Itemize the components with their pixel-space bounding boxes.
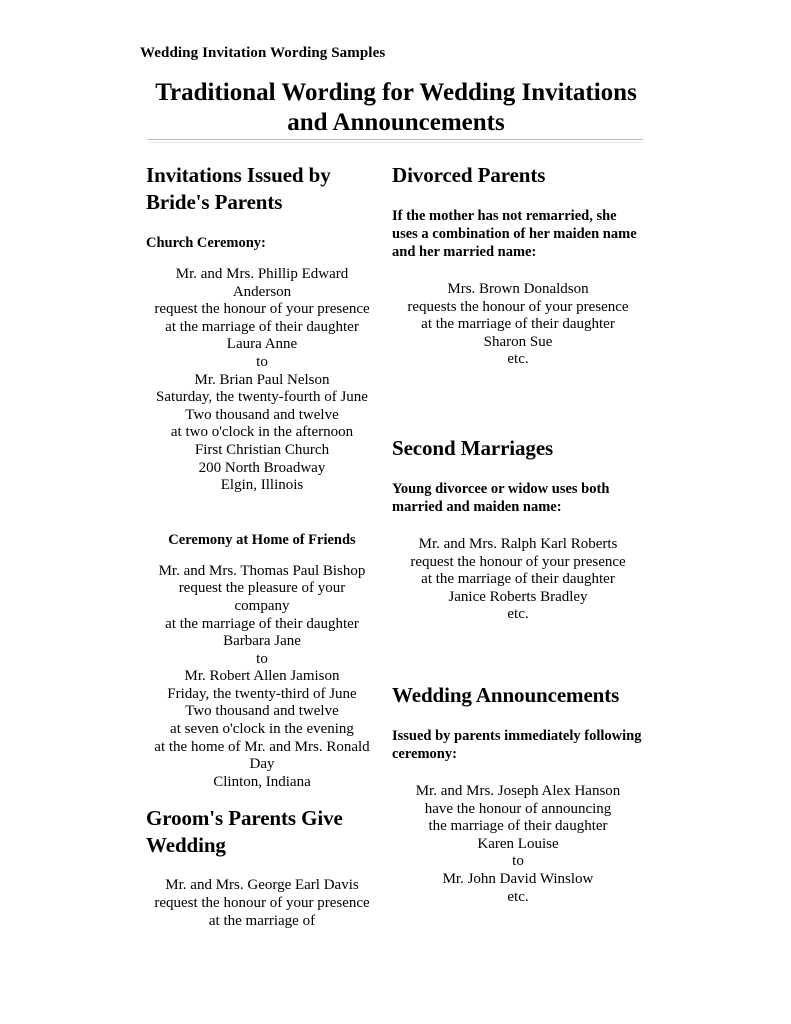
invitation-line: Mr. and Mrs. George Earl Davis <box>165 877 359 894</box>
section-heading: Second Marriages <box>392 435 554 460</box>
invitation-line: Laura Anne <box>226 336 298 353</box>
section-heading: Divorced Parents <box>392 163 546 187</box>
invitation-line: Mr. John David Winslow <box>442 870 594 887</box>
spacer <box>392 189 644 207</box>
page-title-line-2: and Announcements <box>287 109 505 136</box>
invitation-line: Mr. and Mrs. Joseph Alex Hanson <box>415 782 621 799</box>
invitation-line: Friday, the twenty-third of June <box>167 685 357 702</box>
page-title-line-1: Traditional Wording for Wedding Invitations <box>155 79 637 106</box>
invitation-text-block <box>146 563 378 792</box>
invitation-text-block <box>392 783 644 906</box>
section-heading: Groom's Parents Give Wedding <box>146 806 343 858</box>
invitation-line: Mrs. Brown Donaldson <box>447 281 589 297</box>
invitation-line: First Christian Church <box>194 441 330 458</box>
invitation-line: Karen Louise <box>477 835 559 852</box>
invitation-line: at the marriage of their daughter <box>421 316 615 333</box>
invitation-line: at the home of Mr. and Mrs. Ronald <box>154 738 370 755</box>
invitation-line: Mr. Brian Paul Nelson <box>194 371 330 388</box>
spacer <box>392 369 644 435</box>
right-column <box>392 162 644 906</box>
invitation-line: Mr. and Mrs. Ralph Karl Roberts <box>418 535 618 552</box>
invitation-line: at the marriage of their daughter <box>165 318 359 335</box>
invitation-line: the marriage of their daughter <box>428 818 608 835</box>
spacer <box>146 549 378 563</box>
section-subheading: Church Ceremony: <box>146 235 266 251</box>
section-second-marriages <box>392 435 644 624</box>
section-divorced-parents <box>392 162 644 369</box>
section-grooms-parents-give-wedding <box>146 805 378 930</box>
invitation-line: request the honour of your presence <box>154 895 370 912</box>
section-subheading: Young divorcee or widow uses both married and maiden name: <box>392 480 610 515</box>
invitation-line: 200 North Broadway <box>198 459 326 476</box>
invitation-line: Mr. and Mrs. Thomas Paul Bishop <box>158 562 366 579</box>
section-invitations-bride-parents <box>146 162 378 495</box>
invitation-line: at the marriage of their daughter <box>421 571 615 588</box>
title-divider <box>148 139 643 143</box>
page-title <box>148 78 644 138</box>
spacer <box>146 495 378 531</box>
section-subheading: If the mother has not remarried, she uses a combination of her maiden name and her married name: <box>392 208 637 260</box>
spacer <box>146 216 378 234</box>
section-subheading: Issued by parents immediately following ceremony: <box>392 727 642 762</box>
invitation-line: Clinton, Indiana <box>213 773 311 790</box>
invitation-line: to <box>256 650 268 667</box>
spacer <box>392 624 644 682</box>
invitation-line: Saturday, the twenty-fourth of June <box>156 389 368 406</box>
spacer <box>392 709 644 727</box>
invitation-line: at two o'clock in the afternoon <box>170 424 354 441</box>
invitation-line: have the honour of announcing <box>424 800 612 817</box>
invitation-text-block <box>392 536 644 624</box>
running-head: Wedding Invitation Wording Samples <box>140 45 386 61</box>
section-heading: Wedding Announcements <box>392 682 620 707</box>
invitation-text-block <box>392 281 644 369</box>
invitation-line: company <box>234 597 290 614</box>
spacer <box>392 261 644 281</box>
invitation-line: request the pleasure of your <box>178 580 346 597</box>
invitation-text-block <box>146 877 378 930</box>
invitation-line: Barbara Jane <box>223 633 301 650</box>
invitation-line: Elgin, Illinois <box>220 477 304 494</box>
section-subheading: Ceremony at Home of Friends <box>168 531 356 548</box>
invitation-line: Janice Roberts Bradley <box>448 588 588 605</box>
spacer <box>392 516 644 536</box>
invitation-line: to <box>512 853 524 870</box>
invitation-line: at the marriage of their daughter <box>165 615 359 632</box>
spacer <box>146 791 378 805</box>
spacer <box>146 859 378 877</box>
spacer <box>392 462 644 480</box>
invitation-line: Day <box>249 756 275 773</box>
invitation-line: Mr. and Mrs. Phillip Edward <box>175 266 349 282</box>
invitation-line: etc. <box>507 888 529 905</box>
invitation-text-block <box>146 266 378 495</box>
invitation-line: Two thousand and twelve <box>185 406 339 423</box>
invitation-line: request the honour of your presence <box>154 301 370 318</box>
section-wedding-announcements <box>392 682 644 906</box>
section-heading: Invitations Issued by Bride's Parents <box>146 163 331 214</box>
invitation-line: request the honour of your presence <box>410 553 626 570</box>
invitation-line: Anderson <box>232 283 292 300</box>
invitation-line: at seven o'clock in the evening <box>170 721 354 738</box>
invitation-line: to <box>256 353 268 370</box>
invitation-line: etc. <box>507 351 529 368</box>
invitation-line: at the marriage of <box>208 912 316 929</box>
left-column <box>146 162 378 930</box>
invitation-line: Two thousand and twelve <box>185 703 339 720</box>
invitation-line: Mr. Robert Allen Jamison <box>184 668 340 685</box>
spacer <box>146 252 378 266</box>
invitation-line: etc. <box>507 606 529 623</box>
invitation-line: requests the honour of your presence <box>407 298 629 315</box>
section-ceremony-home-of-friends <box>146 531 378 792</box>
invitation-line: Sharon Sue <box>483 333 553 350</box>
spacer <box>392 763 644 783</box>
